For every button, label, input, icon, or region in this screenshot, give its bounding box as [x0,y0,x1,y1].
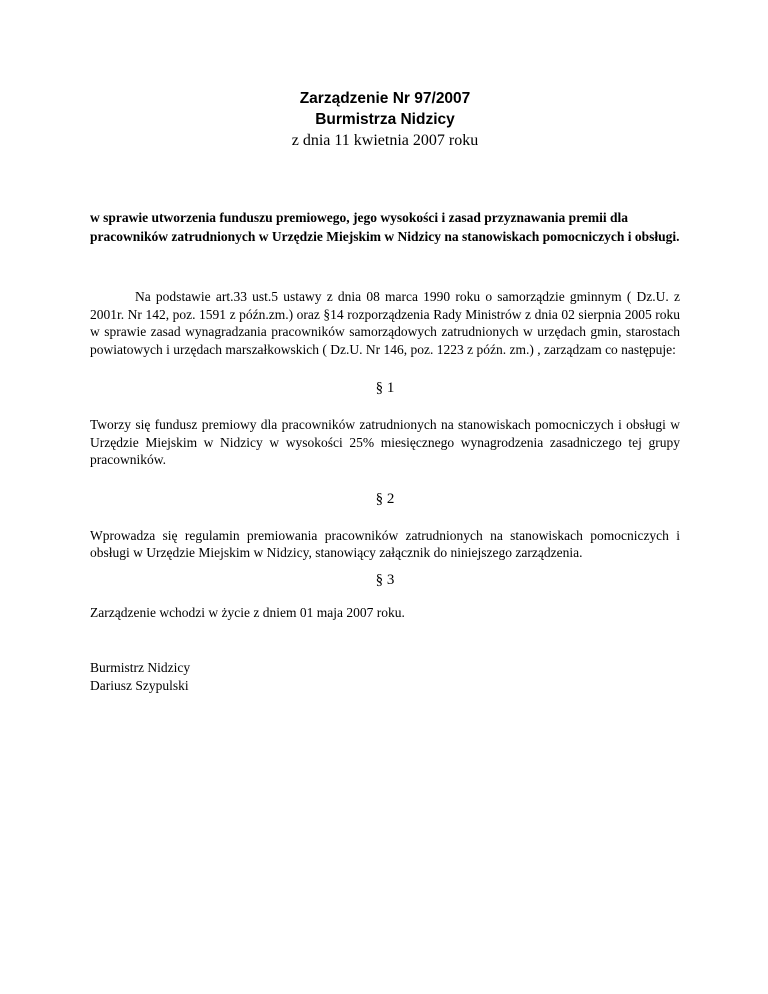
signature-block [90,659,680,695]
document-date-line: z dnia 11 kwietnia 2007 roku [291,132,479,149]
section-1-text: Tworzy się fundusz premiowy dla pracowników zatrudnionych na stanowiskach pomocniczych i obsługi w Urzędzie Miejskim w Nidzicy w wysokości 25% miesięcznego wynagrodzenia zasadniczego tej grupy pracowników. [90,417,680,467]
section-3-heading: § 3 [375,571,395,588]
signature-title: Burmistrz Nidzicy [90,660,191,675]
section-2-heading: § 2 [375,490,395,507]
signature-name: Dariusz Szypulski [90,678,189,693]
preamble-paragraph: Na podstawie art.33 ust.5 ustawy z dnia 08 marca 1990 roku o samorządzie gminnym ( Dz.U. z 2001r. Nr 142, poz. 1591 z późn.zm.) oraz §14 rozporządzenia Rady Ministrów z dnia 02 sierpnia 2005 roku w sprawie zasad wynagradzania pracowników samorządowych zatrudnionych w urzędach gmin, starostach powiatowych i urzędach marszałkowskich ( Dz.U. Nr 146, poz. 1223 z późn. zm.) , zarządzam co następuje: [90,289,680,357]
section-1-heading: § 1 [375,380,395,396]
document-title-line2: Burmistrza Nidzicy [315,111,455,128]
section-3-text: Zarządzenie wchodzi w życie z dniem 01 maja 2007 roku. [90,604,405,620]
section-2-text: Wprowadza się regulamin premiowania pracowników zatrudnionych na stanowiskach pomocniczych i obsługi w Urzędzie Miejskim w Nidzicy, stanowiący załącznik do niniejszego zarządzenia. [90,527,680,560]
subject-paragraph: w sprawie utworzenia funduszu premiowego, jego wysokości i zasad przyznawania premii dla pracowników zatrudnionych w Urzędzie Miejskim w Nidzicy na stanowiskach pomocniczych i obsługi. [90,210,680,244]
document-title-line1: Zarządzenie Nr 97/2007 [299,90,471,107]
